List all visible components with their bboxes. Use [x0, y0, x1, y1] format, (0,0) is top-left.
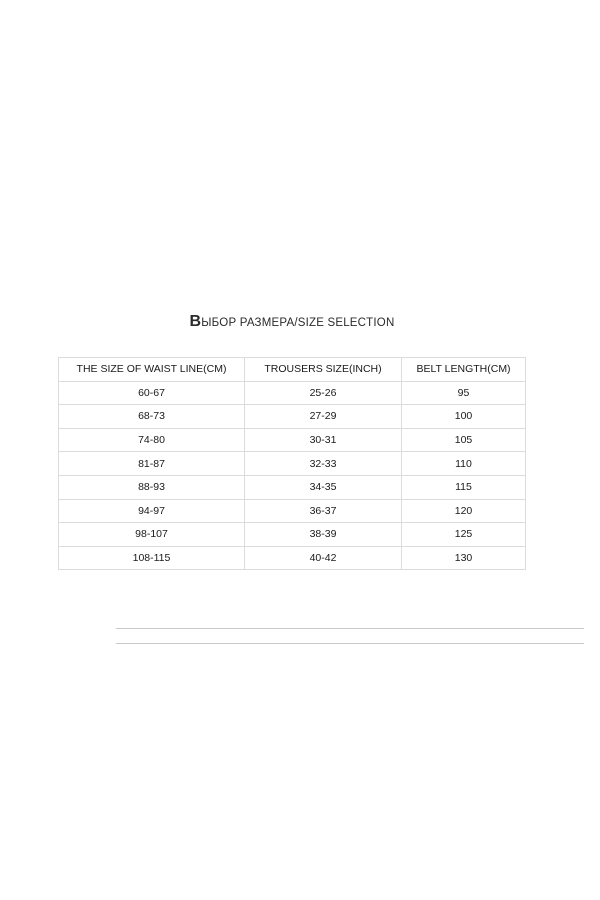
title-drop-cap: В	[189, 313, 202, 330]
cell-trousers: 32-33	[245, 452, 402, 476]
cell-belt: 95	[402, 381, 526, 405]
cell-trousers: 36-37	[245, 499, 402, 523]
cell-trousers: 38-39	[245, 523, 402, 547]
cell-waist: 81-87	[59, 452, 245, 476]
column-header-waist: THE SIZE OF WAIST LINE(CM)	[59, 358, 245, 382]
title-divider-bottom	[116, 643, 584, 644]
column-header-trousers: TROUSERS SIZE(INCH)	[245, 358, 402, 382]
cell-belt: 110	[402, 452, 526, 476]
cell-belt: 100	[402, 405, 526, 429]
cell-trousers: 30-31	[245, 428, 402, 452]
column-header-belt: BELT LENGTH(CM)	[402, 358, 526, 382]
size-chart-table	[58, 357, 526, 570]
cell-waist: 68-73	[59, 405, 245, 429]
cell-waist: 88-93	[59, 475, 245, 499]
table-row	[59, 428, 526, 452]
title-text: ЫБОР РАЗМЕРА/SIZE SELECTION	[201, 317, 395, 329]
title-section	[58, 306, 526, 342]
cell-waist: 60-67	[59, 381, 245, 405]
table-row	[59, 452, 526, 476]
cell-trousers: 25-26	[245, 381, 402, 405]
cell-waist: 98-107	[59, 523, 245, 547]
title-divider-top	[116, 628, 584, 629]
cell-belt: 115	[402, 475, 526, 499]
cell-trousers: 34-35	[245, 475, 402, 499]
table-row	[59, 546, 526, 570]
page-title	[182, 313, 403, 331]
cell-waist: 74-80	[59, 428, 245, 452]
cell-belt: 105	[402, 428, 526, 452]
table-header-row	[59, 358, 526, 382]
table-row	[59, 475, 526, 499]
cell-belt: 120	[402, 499, 526, 523]
cell-trousers: 27-29	[245, 405, 402, 429]
table-row	[59, 523, 526, 547]
table-row	[59, 405, 526, 429]
table-row	[59, 381, 526, 405]
cell-trousers: 40-42	[245, 546, 402, 570]
cell-belt: 130	[402, 546, 526, 570]
cell-belt: 125	[402, 523, 526, 547]
cell-waist: 108-115	[59, 546, 245, 570]
table-row	[59, 499, 526, 523]
cell-waist: 94-97	[59, 499, 245, 523]
